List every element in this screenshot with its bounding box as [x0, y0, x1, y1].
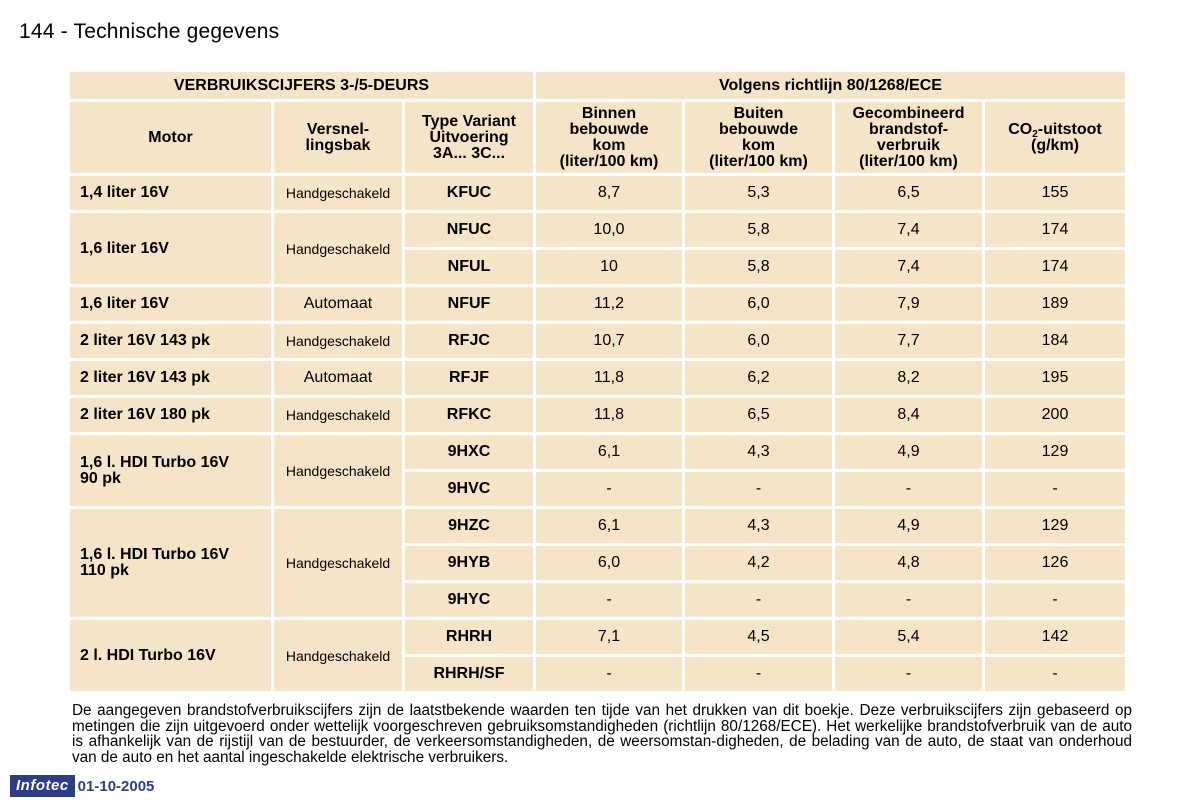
header-type-line: Uitvoering — [429, 128, 509, 146]
motor-line: 1,6 liter 16V — [80, 239, 169, 257]
cell-combined: 8,4 — [835, 398, 982, 432]
motor-line: 1,6 l. HDI Turbo 16V — [80, 546, 230, 563]
cell-urban: 11,8 — [536, 398, 682, 432]
header-co2-prefix: CO — [1008, 120, 1033, 138]
cell-combined: 7,9 — [835, 287, 982, 321]
cell-gearbox: Handgeschakeld — [274, 435, 402, 506]
cell-co2: 129 — [985, 435, 1125, 469]
cell-extra-urban: 5,8 — [685, 250, 832, 284]
header-motor: Motor — [70, 102, 271, 173]
motor-line: 1,6 l. HDI Turbo 16V — [80, 453, 230, 471]
motor-line: 110 pk — [80, 562, 129, 579]
cell-extra-urban: - — [685, 583, 832, 617]
table-row — [70, 361, 1125, 395]
cell-extra-urban: 4,3 — [685, 509, 832, 543]
cell-combined: - — [835, 583, 982, 617]
cell-combined: 7,4 — [835, 250, 982, 284]
header-gearbox-line: lingsbak — [305, 136, 371, 154]
header-extra-line: bebouwde — [718, 120, 799, 138]
consumption-table — [67, 69, 1128, 694]
cell-extra-urban: - — [685, 472, 832, 506]
motor-line: 1,4 liter 16V — [80, 184, 169, 201]
cell-urban: 6,1 — [536, 435, 682, 469]
table-row — [70, 398, 1125, 432]
cell-co2: 126 — [985, 546, 1125, 580]
cell-extra-urban: 5,3 — [685, 176, 832, 210]
cell-urban: 10,7 — [536, 324, 682, 358]
cell-type: RFJF — [405, 361, 533, 395]
cell-extra-urban: 4,5 — [685, 620, 832, 654]
header-combined-line: verbruik — [876, 136, 941, 154]
header-extra-line: (liter/100 km) — [709, 152, 808, 170]
cell-extra-urban: 6,0 — [685, 287, 832, 321]
cell-urban: 8,7 — [536, 176, 682, 210]
cell-extra-urban: 6,5 — [685, 398, 832, 432]
cell-gearbox: Handgeschakeld — [274, 176, 402, 210]
table-row — [70, 620, 1125, 654]
cell-gearbox: Handgeschakeld — [274, 620, 402, 691]
cell-urban: 11,8 — [536, 361, 682, 395]
cell-urban: 11,2 — [536, 287, 682, 321]
header-combined-line: brandstof- — [868, 120, 949, 138]
cell-co2: 155 — [985, 176, 1125, 210]
cell-motor — [70, 509, 271, 617]
header-co2-suffix: -uitstoot — [1037, 120, 1102, 138]
cell-co2: - — [985, 583, 1125, 617]
cell-urban: 7,1 — [536, 620, 682, 654]
cell-co2: 195 — [985, 361, 1125, 395]
cell-extra-urban: 6,0 — [685, 324, 832, 358]
cell-combined: - — [835, 657, 982, 691]
table-row — [70, 435, 1125, 469]
cell-combined: 4,9 — [835, 435, 982, 469]
cell-type: RHRH — [405, 620, 533, 654]
motor-line: 90 pk — [80, 469, 121, 487]
cell-type: RHRH/SF — [405, 657, 533, 691]
cell-co2: 184 — [985, 324, 1125, 358]
header-co2-unit: (g/km) — [1031, 136, 1079, 154]
cell-urban: - — [536, 472, 682, 506]
cell-gearbox: Automaat — [274, 361, 402, 395]
cell-combined: 8,2 — [835, 361, 982, 395]
cell-gearbox: Automaat — [274, 287, 402, 321]
cell-urban: 6,1 — [536, 509, 682, 543]
header-extra-line: Buiten — [733, 104, 784, 122]
cell-extra-urban: 5,8 — [685, 213, 832, 247]
motor-line: 1,6 liter 16V — [80, 295, 169, 312]
cell-type: RFJC — [405, 324, 533, 358]
motor-line: 2 liter 16V 143 pk — [80, 369, 210, 386]
header-urban-line: Binnen — [581, 104, 637, 122]
cell-type: 9HYB — [405, 546, 533, 580]
header-type — [405, 102, 533, 173]
cell-co2: - — [985, 657, 1125, 691]
cell-type: 9HZC — [405, 509, 533, 543]
cell-motor — [70, 213, 271, 284]
header-urban-line: kom — [592, 136, 626, 154]
header-extra-urban — [685, 102, 832, 173]
header-combined — [835, 102, 982, 173]
cell-combined: - — [835, 472, 982, 506]
cell-urban: 10 — [536, 250, 682, 284]
cell-extra-urban: 6,2 — [685, 361, 832, 395]
header-gearbox-line: Versnel- — [306, 120, 370, 138]
cell-type: 9HVC — [405, 472, 533, 506]
header-gearbox — [274, 102, 402, 173]
cell-combined: 4,8 — [835, 546, 982, 580]
cell-motor — [70, 361, 271, 395]
cell-combined: 4,9 — [835, 509, 982, 543]
cell-gearbox: Handgeschakeld — [274, 213, 402, 284]
header-co2 — [985, 102, 1125, 173]
motor-line: 2 liter 16V 180 pk — [80, 406, 210, 423]
header-type-line: 3A... 3C... — [432, 144, 506, 162]
cell-urban: 6,0 — [536, 546, 682, 580]
cell-co2: - — [985, 472, 1125, 506]
table-row — [70, 324, 1125, 358]
right-group-title: Volgens richtlijn 80/1268/ECE — [536, 72, 1125, 99]
cell-combined: 7,4 — [835, 213, 982, 247]
header-urban-line: bebouwde — [569, 120, 649, 138]
cell-co2: 189 — [985, 287, 1125, 321]
cell-urban: - — [536, 657, 682, 691]
cell-gearbox: Handgeschakeld — [274, 398, 402, 432]
header-co2-sub: 2 — [1032, 128, 1038, 140]
footnote: De aangegeven brandstofverbruikscijfers zijn de laatstbekende waarden ten tijde van het drukken van dit boekje. Deze verbruikscijfers zijn gebaseerd op metingen die zijn uitgevoerd onder wettelijk voorgeschreven gebruiksomstandigheden (richtlijn 80/1268/ECE). Het werkelijke brandstofverbruik van de auto is afhankelijk van de rijstijl van de bestuurder, de verkeersomstandigheden, de weersomstan-digheden, de belading van de auto, de staat van onderhoud van de auto en het aantal ingeschakelde elektrische verbruikers. — [72, 702, 1132, 766]
cell-motor — [70, 435, 271, 506]
cell-co2: 129 — [985, 509, 1125, 543]
table-row — [70, 287, 1125, 321]
motor-line: 2 liter 16V 143 pk — [80, 332, 210, 349]
cell-co2: 174 — [985, 250, 1125, 284]
cell-urban: - — [536, 583, 682, 617]
cell-motor — [70, 287, 271, 321]
motor-line: 2 l. HDI Turbo 16V — [80, 646, 216, 664]
cell-type: NFUC — [405, 213, 533, 247]
cell-combined: 7,7 — [835, 324, 982, 358]
cell-combined: 6,5 — [835, 176, 982, 210]
cell-motor — [70, 324, 271, 358]
cell-type: RFKC — [405, 398, 533, 432]
cell-co2: 174 — [985, 213, 1125, 247]
cell-extra-urban: - — [685, 657, 832, 691]
cell-type: NFUF — [405, 287, 533, 321]
header-extra-line: kom — [742, 136, 775, 154]
cell-type: NFUL — [405, 250, 533, 284]
cell-type: KFUC — [405, 176, 533, 210]
page-title: 144 - Technische gegevens — [19, 20, 280, 43]
cell-motor — [70, 620, 271, 691]
cell-motor — [70, 176, 271, 210]
cell-type: 9HYC — [405, 583, 533, 617]
header-urban-line: (liter/100 km) — [559, 152, 659, 170]
print-date: 01-10-2005 — [77, 777, 155, 795]
cell-type: 9HXC — [405, 435, 533, 469]
table-row — [70, 176, 1125, 210]
header-combined-line: Gecombineerd — [852, 104, 965, 122]
cell-motor — [70, 398, 271, 432]
cell-gearbox: Handgeschakeld — [274, 509, 402, 617]
infotec-logo: Infotec — [10, 775, 75, 797]
cell-co2: 142 — [985, 620, 1125, 654]
footer — [10, 775, 154, 797]
cell-gearbox: Handgeschakeld — [274, 324, 402, 358]
table-row — [70, 509, 1125, 543]
cell-extra-urban: 4,3 — [685, 435, 832, 469]
cell-extra-urban: 4,2 — [685, 546, 832, 580]
left-group-title: VERBRUIKSCIJFERS 3-/5-DEURS — [70, 72, 533, 99]
cell-urban: 10,0 — [536, 213, 682, 247]
cell-combined: 5,4 — [835, 620, 982, 654]
header-type-line: Type Variant — [422, 112, 516, 130]
header-combined-line: (liter/100 km) — [859, 152, 958, 170]
table-row — [70, 213, 1125, 247]
header-urban — [536, 102, 682, 173]
cell-co2: 200 — [985, 398, 1125, 432]
